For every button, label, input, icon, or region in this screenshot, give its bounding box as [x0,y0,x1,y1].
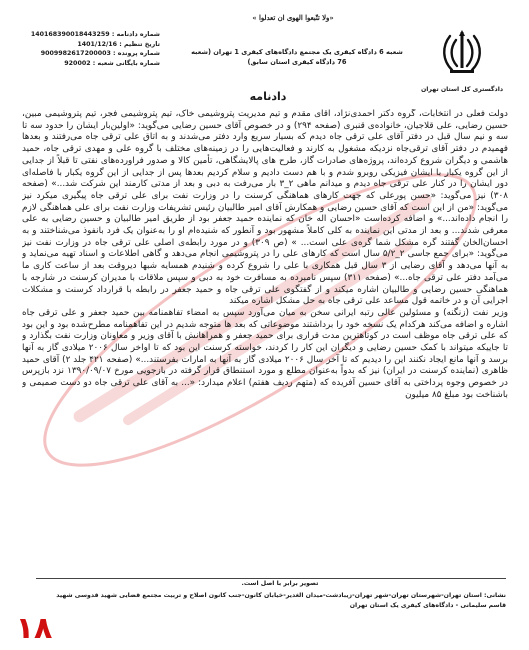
body-paragraph: دولت فعلی در انتخابات، گروه دکتر احمدی‌نژاد، آقای مقدم و تیم مدیریت پتروشیمی خاک، تیم پتروشیمی فجر، تیم پتروشیمی مبین، حسین رضایی، علی قلاجیان، خانواده‌ی قنبری (صفحه ۲۹۴) و در خصوص آقای حسین رضایی می‌گوید: «اولین‌بار ایشان را حدود سه تا سه و نیم سال قبل در دفتر آقای علی ترقی جاه دیدم که بسیار سریع وارد دفتر می‌شدند و به اتاق علی ترقی جاه می‌رفتند و بعدها فهمیدم در دفتر آقای ترقی‌جاه نزدیکه مشغول به کارند و فعالیت‌هایی را در زمینه‌های مختلف با گروه علی و مهدی ترقی جاه، حمید هاشمی و دیگران شروع کرده‌اند، پروژه‌های صادرات گاز، طرح های پالایشگاهی، تأمین کالا و صدور فراورده‌های نفتی تا قبلاً از جدایی از این گروه یکبار با ایشان فیزیکی روبرو شدم و با هم دست دادیم و سلام کردیم بعدها پس از جدایی از این گروه یکبار با فاصله‌ای دور ایشان را در کنار علی ترقی جاه دیدم و میدانم ماهی ۲_۳ بار می‌رفت به دبی و بعد از مدتی کارمند این شرکت شد...» (صفحه ۳۰۸) نیز می‌گوید: «حسن پورعلی که جهت کارهای هماهنگی کرسنت را در وزارت نفت برای علی ترقی جاه پیگیری میکرد نیز می‌گوید: «من از این است که آقای حسین رضایی و همکارش آقای امیر طالبیان رئیس تشریفات وزارت نفت برای علی هماهنگی لازم را انجام داده‌اند...» و اضافه کرده‌است «احسان اله خان که نماینده حمید جعفر بود از طریق امیر طالبیان و حسین رضایی به علی معرفی شدند... و بعد از مدتی این نماینده به کلی کاملاً مشهور بود و آنطور که شنیده‌ام او را به‌عنوان یک فرد با‌نفوذ می‌شناختند و به احسان‌الخان گفتند گره مشکل شما گره‌ی علی است... » (ص ۳۰۹) و در مورد رابطه‌ی اصلی علی ترقی جاه در وزارت نفت نیز می‌گوید: «برای جمع جاسی ۲_۵/۲ سال است که کارهای علی را در پتروشیمی انجام می‌دهد و گاهی اطلاعات و اسناد تهیه می‌نماید و به آنها می‌دهد و آقای رضایی از ۳ سال قبل همکاری با علی را شروع کرده و شنیدم همسایه شبها دیروقت بعد از ساعت کاری ما می‌آمد دفتر علی ترقی جاه...» (صفحه ۳۱۱) سپس نامبرده به مسافرت خود به دبی و سپس ملاقات با مدیران کرسنت در شارجه با هماهنگی حسین رضایی و طالبیان اشاره میکند و از گفتگوی علی ترقی جاه و حمید جعفر در رابطه با قرارداد کرسنت و مشکلات اجرایی آن و در خاتمه قول مساعد علی ترقی جاه به حل مشکل اشاره میکند [22,109,508,307]
certified-copy-note: تصویر برابر با اصل است. [241,580,319,587]
footer-divider [36,578,506,579]
quran-verse: «ولا تتّبعوا الهوی ان تعدلوا » [252,14,334,22]
case-metadata [30,30,160,68]
issue-date: تاریخ تنظیم : 1401/12/16 [77,40,160,48]
case-number: شماره پرونده : 9009982617200003 [40,50,160,57]
iran-emblem-icon [436,26,488,78]
court-branch [168,47,426,67]
document-header [0,0,529,108]
verdict-number: شماره دادنامه : 140168390018443259 [30,31,160,38]
body-paragraph: وزیر نفت (زنگنه) و مسئولین عالی رتبه ایرانی سخن به میان می‌آورد سپس به امضاء تفاهمنامه بین حمید جعفر و علی ترقی جاه اشاره و اضافه می‌کند هرکدام یک نسخه خود را برداشتند موضوعاتی که بعد ها متوجه شدیم در این تفاهمنامه مطرح‌شده بود و این بود که علی ترقی جاه موظف است در کوتاهترین مدت قراری برای حمید جعفر و همراهانش با آقای وزیر و معاونان وزارت نفت بگذارد و تا جاییکه میتواند با کمک حسین رضایی و دیگران این کار را کردند، خواسته کرسنت این بود که تا اواخر سال ۲۰۰۶ میلادی گاز به آنها برسد و آنها مانع ایجاد نکنند این را دیدیم که تا آخر سال ۲۰۰۶ میلادی گاز به آنها به امارات بفرستند...» (صفحه ۴۲۱ جلد ۲) آقای حمید ظاهری (نماینده کرسنت در ایران) نیز که بدواً به‌عنوان مطلع و مورد استنطاق قرار گرفته در بازجویی مورخ ۱۳۹۰/۰۹/۰۷ نزد بازپرس در خصوص وجوه پرداختی به آقای حسین آفریده که (متهم ردیف هفتم) اعلام میدارد: «... به آقای علی ترقی جاه دو دست صمیمی و باشناخت بود مبلغ ۸۵ میلیون [22,307,508,400]
court-name: دادگستری کل استان تهران [421,86,503,93]
archive-number: شماره بایگانی شعبه : 920002 [64,59,160,67]
court-branch-line: 76 دادگاه کیفری استان سابق) [247,58,347,66]
court-branch-line: شعبه 6 دادگاه کیفری یک مجتمع دادگاه‌های کیفری 1 تهران (شعبه [191,48,403,56]
page-number: ۱۸ [15,611,53,646]
court-address: نشانی: استان تهران-شهرستان تهران-شهر تهران-زیبادشت-میدان الغدیر-خیابان کانون-جنب کانون اصلاح و تربیت مجتمع قضایی شهید قدوسی شهید قاسم سلیمانی - دادگاه‌های کیفری یک استان تهران [56,592,506,609]
verdict-body [22,109,508,560]
document-title: دادنامه [249,90,287,103]
